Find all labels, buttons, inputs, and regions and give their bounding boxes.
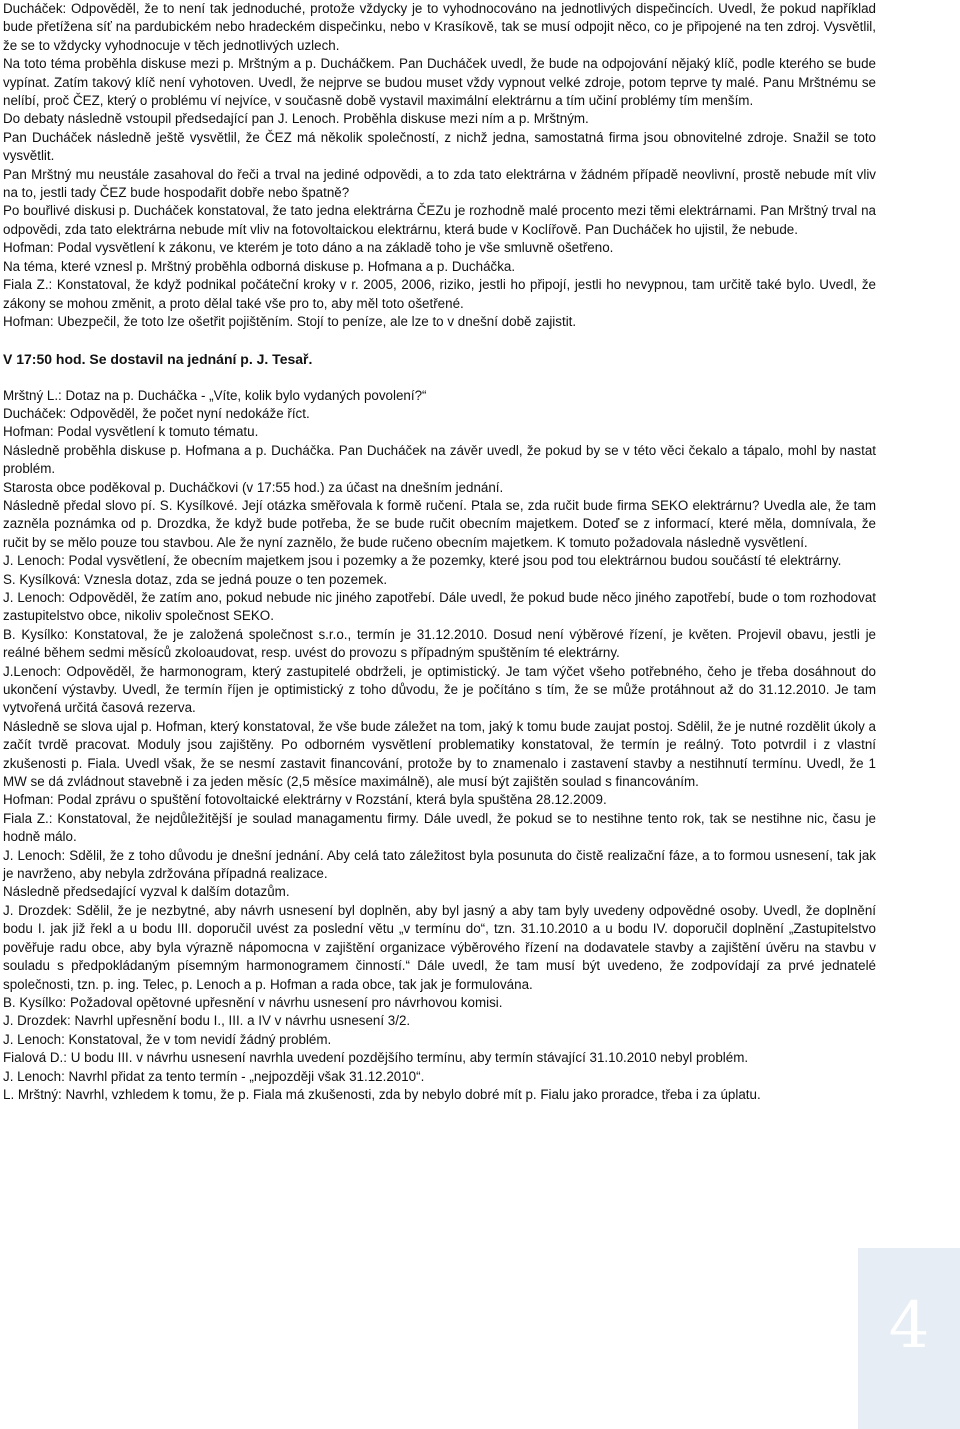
paragraph: Následně se slova ujal p. Hofman, který konstatoval, že vše bude záležet na tom, jaký k tomu bude zaujat postoj. Sdělil, že je nutné rozdělit úkoly a začít tvrdě pracovat. Moduly jsou zajištěny. Po odborném vysvětlení problematiky konstatoval, že termín je reálný. Toto potvrdil i z vlastní zkušenosti p. Fiala. Uvedl však, že se nesmí zastavit financování, protože by to znamenalo i zastavení stavby a nestihnutí termínu. Uvedl, že 1 MW se dá zvládnout stavebně i za jeden měsíc (2,5 měsíce maximálně), ale musí být zajištěn soulad s financováním. xyxy=(3,718,876,790)
paragraph: B. Kysílko: Konstatoval, že je založená společnost s.r.o., termín je 31.12.2010. Dosud není výběrové řízení, je květen. Projevil obavu, jestli je reálné během sedmi měsíců zkoloaudovat, resp. uvést do provozu s případným spuštěním té elektrárny. xyxy=(3,626,876,661)
paragraph: S. Kysílková: Vznesla dotaz, zda se jedná pouze o ten pozemek. xyxy=(3,571,388,587)
paragraph: Ducháček: Odpověděl, že to není tak jednoduché, protože vždycky je to vyhodnocováno na jednotlivých dispečincích. Uvedl, že pokud například bude přetížena síť na pardubickém nebo hradeckém dispečinku, nebo v Krasíkově, tak se musí odpojit něco, co je připojené na ten zdroj. Vysvětlil, že se to vždycky vyhodnocuje v těch jednotlivých uzlech. xyxy=(3,1,876,53)
paragraph: Starosta obce poděkoval p. Ducháčkovi (v 17:55 hod.) za účast na dnešním jednání. xyxy=(3,479,504,495)
paragraph: Fiala Z.: Konstatoval, že nejdůležitější je soulad managamentu firmy. Dále uvedl, že pokud se to nestihne tento rok, tak se nestihne nic, času je hodně málo. xyxy=(3,810,876,845)
paragraph: Následně předsedající vyzval k dalším dotazům. xyxy=(3,884,290,900)
paragraph: Do debaty následně vstoupil předsedající pan J. Lenoch. Proběhla diskuse mezi ním a p. Mrštným. xyxy=(3,111,589,127)
paragraph: L. Mrštný: Navrhl, vzhledem k tomu, že p. Fiala má zkušenosti, zda by nebylo dobré mít p. Fialu jako proradce, třeba i za úplatu. xyxy=(3,1086,761,1102)
blank-line xyxy=(3,368,876,386)
paragraph: Mrštný L.: Dotaz na p. Ducháčka - „Víte, kolik bylo vydaných povolení?“ xyxy=(3,387,427,403)
paragraph: Na téma, které vznesl p. Mrštný proběhla odborná diskuse p. Hofmana a p. Ducháčka. xyxy=(3,258,516,274)
paragraph: Následně proběhla diskuse p. Hofmana a p. Ducháčka. Pan Ducháček na závěr uvedl, že pokud by se v této věci čekalo a tápalo, mohl by nastat problém. xyxy=(3,442,876,477)
paragraph: Pan Mrštný mu neustále zasahoval do řeči a trval na jediné odpovědi, a to zda tato elektrárna v žádném případě neovlivní, prostě nebude mít vliv na to, jestli tady ČEZ bude hospodařit dobře nebo špatně? xyxy=(3,166,876,201)
paragraph: J. Lenoch: Konstatoval, že v tom nevidí žádný problém. xyxy=(3,1031,332,1047)
paragraph: Fialová D.: U bodu III. v návrhu usnesení navrhla uvedení pozdějšího termínu, aby termín stávající 31.10.2010 nebyl problém. xyxy=(3,1050,749,1066)
paragraph: J. Drozdek: Navrhl upřesnění bodu I., III. a IV v návrhu usnesení 3/2. xyxy=(3,1013,411,1029)
paragraph: Fiala Z.: Konstatoval, že když podnikal počáteční kroky v r. 2005, 2006, riziko, jestli ho připojí, jestli ho nevypnou, tam určitě také bylo. Uvedl, že zákony se mohou změnit, a proto dělal také vše pro to, aby měl toto ošetřené. xyxy=(3,277,876,311)
paragraph: B. Kysílko: Požadoval opětovné upřesnění v návrhu usnesení pro návrhovou komisi. xyxy=(3,994,503,1010)
page-number-badge xyxy=(858,1248,960,1429)
paragraph: Hofman: Podal vysvětlení k tomuto tématu. xyxy=(3,424,259,440)
paragraph: Hofman: Podal zprávu o spuštění fotovoltaické elektrárny v Rozstání, která byla spuštěna 28.12.2009. xyxy=(3,792,607,808)
paragraph: Následně předal slovo pí. S. Kysílkové. Její otázka směřovala k formě ručení. Ptala se, zda ručit bude firma SEKO elektrárnu? Uvedla ale, že tam zazněla poznámka od p. Drozdka, že když bude potřeba, že se bude ručit obecním majetkem. Doteď se z informací, které měla, domnívala, že ručit by se mělo pouze tou stavbou. Ale že nyní zaznělo, že bude ručeno obecním majetkem. K tomuto požadovala následně vysvětlení. xyxy=(3,497,876,550)
paragraph: J. Lenoch: Podal vysvětlení, že obecním majetkem jsou i pozemky a že pozemky, které jsou pod tou elektrárnou budou součástí té elektrárny. xyxy=(3,553,842,569)
paragraph: J. Lenoch: Odpověděl, že zatím ano, pokud nebude nic jiného zapotřebí. Dále uvedl, že pokud bude něco jiného zapotřebí, bude o tom rozhodovat zastupitelstvo obce, nikoliv společnost SEKO. xyxy=(3,589,876,624)
paragraph: J.Lenoch: Odpověděl, že harmonogram, který zastupitelé obdrželi, je optimistický. Je tam výčet všeho potřebného, čeho je třeba dosáhnout do ukončení výstavby. Uvedl, že termín říjen je optimistický z toho důvodu, že je počítáno s tím, že se může protáhnout až do 31.12.2010. Je tam vytvořená určitá časová rezerva. xyxy=(3,663,876,716)
paragraph: J. Lenoch: Sdělil, že z toho důvodu je dnešní jednání. Aby celá tato záležitost byla posunuta do čistě realizační fáze, a to formou usnesení, tak jak je navrženo, aby nebyla zdržována případná realizace. xyxy=(3,847,876,882)
paragraph: V 17:50 hod. Se dostavil na jednání p. J. Tesař. xyxy=(3,350,313,367)
paragraph: Po bouřlivé diskusi p. Ducháček konstatoval, že tato jedna elektrárna ČEZu je rozhodně malé procento mezi těmi elektrárnami. Pan Mrštný trval na odpovědi, zda tato elektrárna nebude mít vliv na fotovoltaickou elektrárnu, která bude v Koclířově. Pan Ducháček ho ujistil, že nebude. xyxy=(3,203,876,237)
paragraph: Na toto téma proběhla diskuse mezi p. Mrštným a p. Ducháčkem. Pan Ducháček uvedl, že bude na odpojování nějaký klíč, podle kterého se bude vypínat. Zatím takový klíč není vyhotoven. Uvedl, že nejprve se budou muset vždy vypnout velké zdroje, potom teprve ty malé. Panu Mrštnému se nelíbí, proč ČEZ, který o problému ví nejvíce, v současně době vystavil maximální elektrárnu a tím učiní problémy tím menším. xyxy=(3,56,876,109)
document-body xyxy=(3,0,876,1104)
paragraph: Pan Ducháček následně ještě vysvětlil, že ČEZ má několik společností, z nichž jedna, samostatná firma jsou obnovitelné zdroje. Snažil se toto vysvětlit. xyxy=(3,129,876,164)
page-number: 4 xyxy=(888,1289,930,1363)
paragraph: J. Lenoch: Navrhl přidat za tento termín - „nejpozději však 31.12.2010“. xyxy=(3,1068,425,1084)
paragraph: Hofman: Podal vysvětlení k zákonu, ve kterém je toto dáno a na základě toho je vše smluvně ošetřeno. xyxy=(3,240,614,256)
blank-line xyxy=(3,331,876,349)
paragraph: Ducháček: Odpověděl, že počet nyní nedokáže říct. xyxy=(3,405,310,421)
paragraph: Hofman: Ubezpečil, že toto lze ošetřit pojištěním. Stojí to peníze, ale lze to v dnešní době zajistit. xyxy=(3,313,577,329)
paragraph: J. Drozdek: Sdělil, že je nezbytné, aby návrh usnesení byl doplněn, aby byl jasný a aby tam byly uvedeny odpovědné osoby. Uvedl, že doplnění bodu I. jak již řekl a u bodu III. doporučil uvést za poslední větu „v termínu do“, tzn. 31.10.2010 a u bodu IV. doporučil doplnění „Zastupitelstvo pověřuje radu obce, aby byla výrazně nápomocna v zajištění organizace výběrového řízení na dodavatele stavby a zajištění úvěru na stavbu v souladu s předpokládaným písemným harmonogramem činností.“ Dále uvedl, že tam musí být uvedeno, že zodpovídají za prvé jednatelé společnosti, tzn. p. ing. Telec, p. Lenoch a p. Hofman a rada obce, tak jak je formulována. xyxy=(3,902,876,992)
